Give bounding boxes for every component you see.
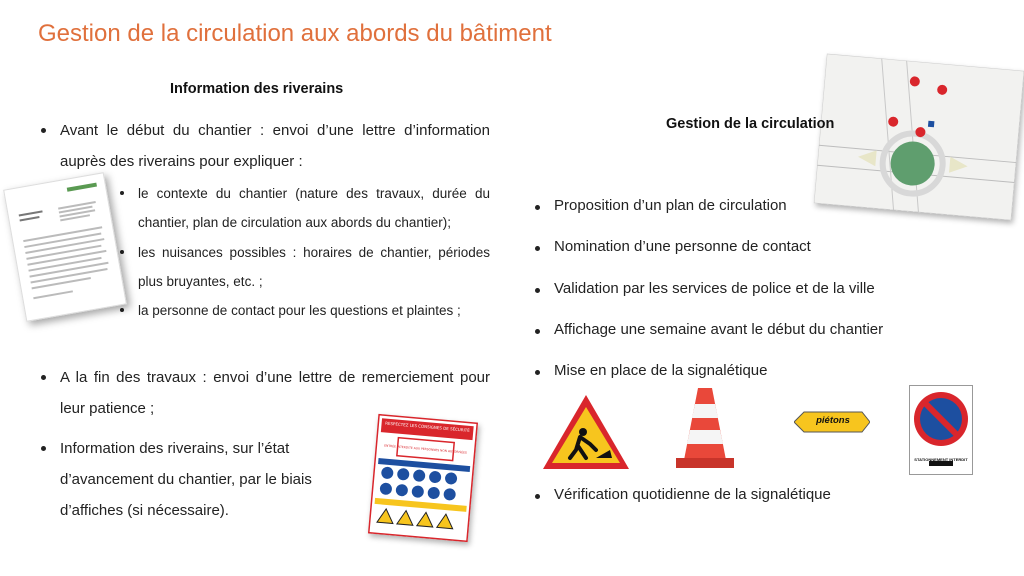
poster-entry: ENTRÉE INTERDITE AUX PERSONNES NON AUTORISÉES — [384, 443, 468, 455]
page-title: Gestion de la circulation aux abords du bâtiment — [38, 20, 552, 47]
safety-poster-image — [368, 414, 478, 542]
left-heading: Information des riverains — [170, 81, 344, 97]
left-bullet-3: Information des riverains, sur l’état d’avancement du chantier, par le biais d’affiches (si nécessaire). — [60, 433, 358, 526]
traffic-plan-map — [814, 54, 1024, 221]
safety-poster-icon — [368, 414, 478, 542]
no-parking-sign-text: STATIONNEMENT INTERDIT — [914, 457, 968, 462]
sub-bullet-2: les nuisances possibles : horaires de chantier, périodes plus bruyantes, etc. ; — [138, 238, 490, 296]
right-item-last: Vérification quotidienne de la signalétique — [554, 486, 831, 503]
pedestrians-sign-label: piétons — [816, 415, 850, 426]
right-heading: Gestion de la circulation — [666, 116, 835, 132]
right-item-1: Proposition d’un plan de circulation — [554, 197, 787, 214]
letter-image — [3, 172, 127, 322]
right-item-5: Mise en place de la signalétique — [554, 362, 768, 379]
sub-bullet-1: le contexte du chantier (nature des travaux, durée du chantier, plan de circulation aux abords du chantier); — [138, 179, 490, 237]
poster-header: RESPECTEZ LES CONSIGNES DE SÉCURITÉ — [385, 420, 470, 433]
traffic-cone-icon — [674, 386, 736, 472]
sub-bullet-3: la personne de contact pour les questions et plaintes ; — [138, 296, 490, 325]
traffic-plan-image — [814, 54, 1024, 221]
right-item-2: Nomination d’une personne de contact — [554, 238, 811, 255]
left-bullet-1: Avant le début du chantier : envoi d’une lettre d’information auprès des riverains pour expliquer : — [60, 115, 490, 177]
right-item-3: Validation par les services de police et de la ville — [554, 280, 875, 297]
left-bullet-2: A la fin des travaux : envoi d’une lettre de remerciement pour leur patience ; — [60, 362, 490, 424]
roadworks-sign-icon — [540, 392, 632, 472]
right-item-4: Affichage une semaine avant le début du chantier — [554, 321, 884, 338]
letter-logo — [67, 183, 97, 192]
